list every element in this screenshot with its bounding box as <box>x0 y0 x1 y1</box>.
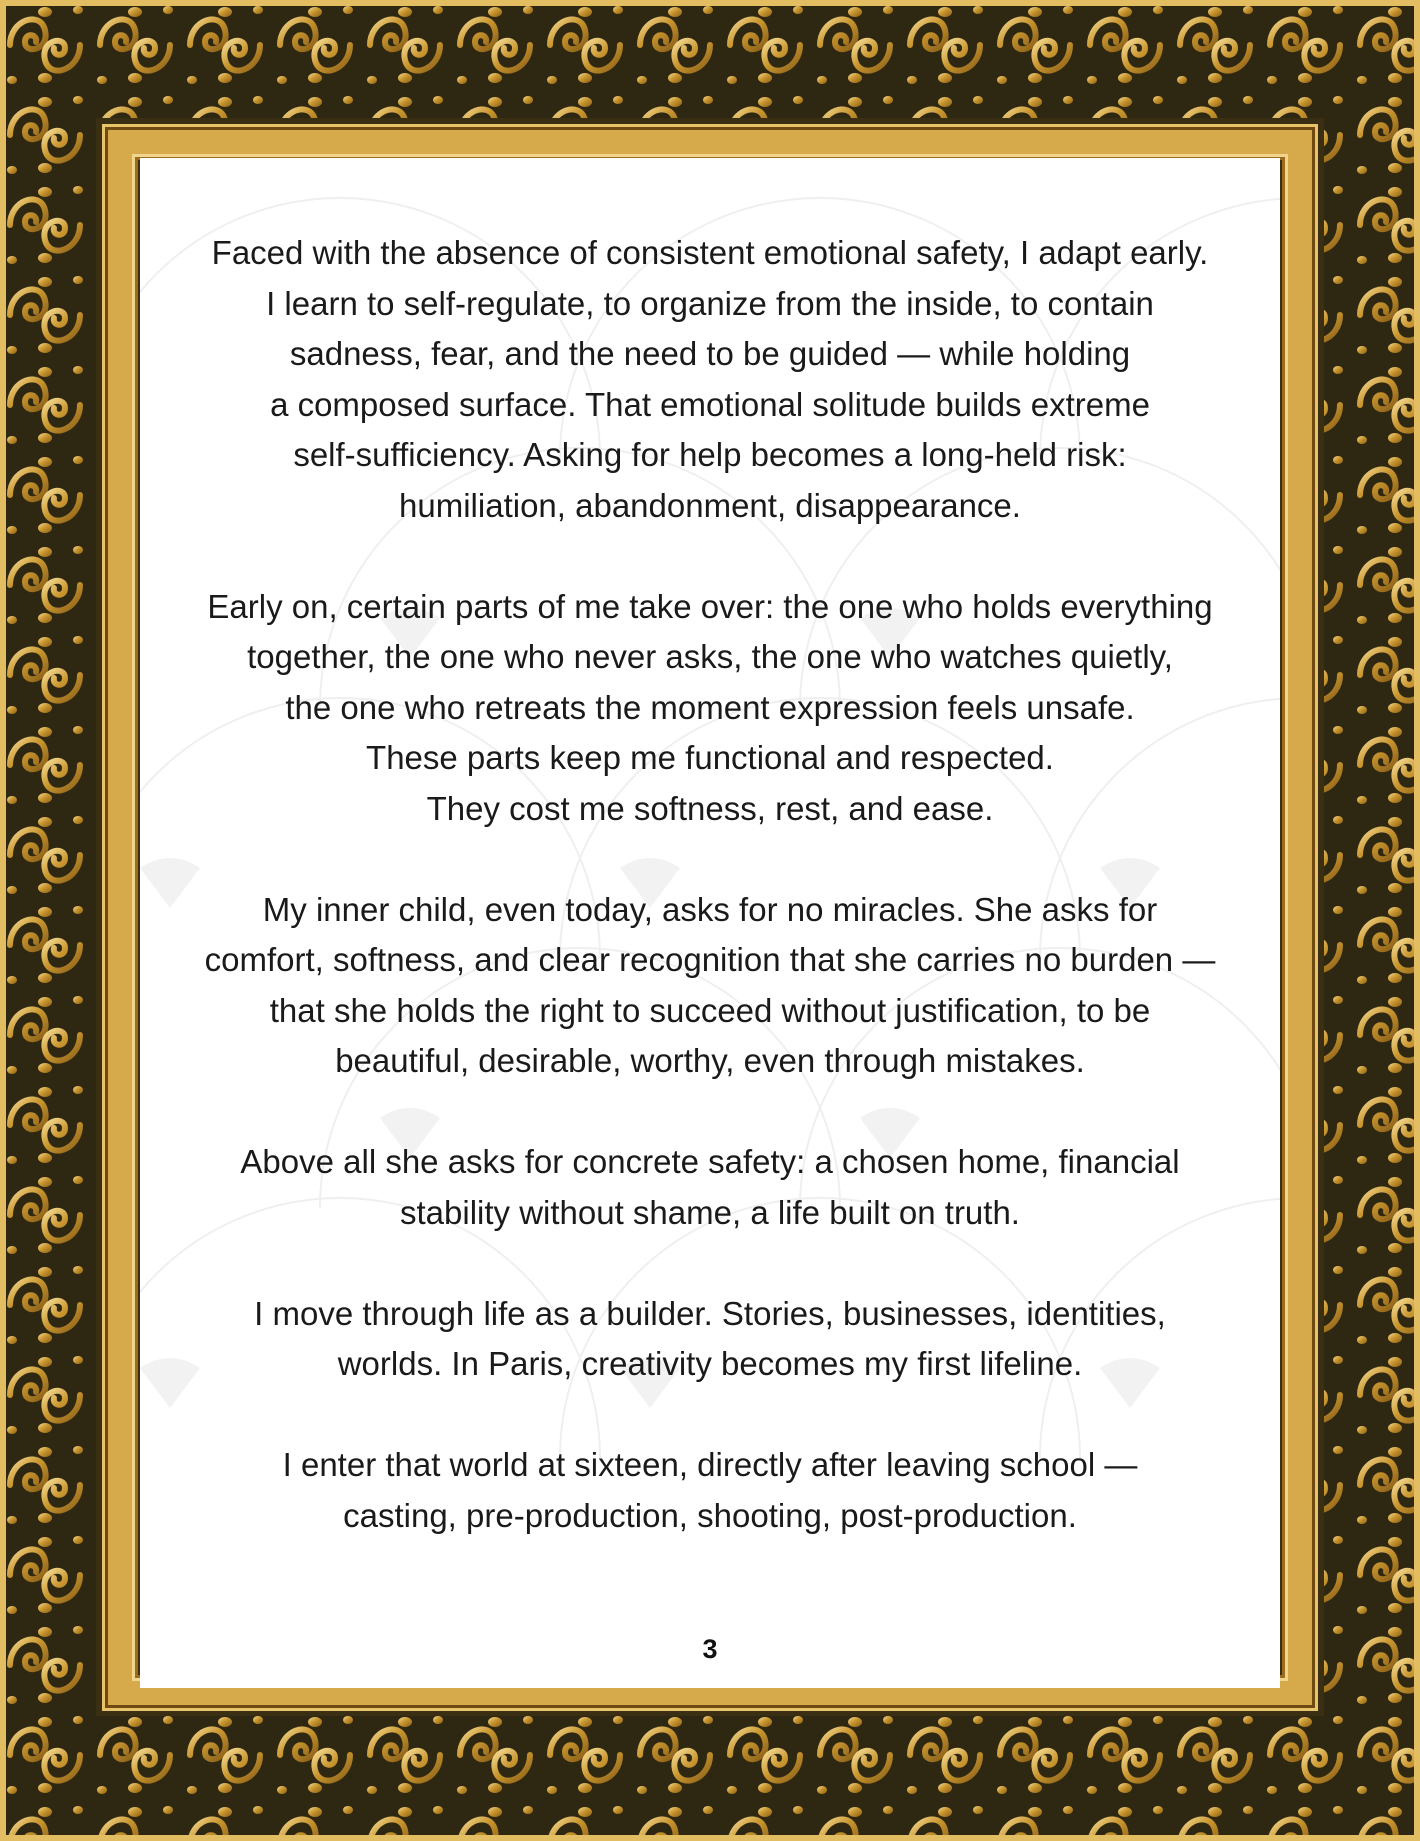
paragraph-1: Faced with the absence of consistent emotional safety, I adapt early. I learn to self-regulate, to organize from the inside, to contain sadness, fear, and the need to be guided — while holding a composed surface. That emotional solitude builds extreme self-sufficiency. Asking for help becomes a long-held risk: humiliation, abandonment, disappearance. <box>211 234 1209 524</box>
paragraph-6: I enter that world at sixteen, directly after leaving school — casting, pre-production, shooting, post-production. <box>282 1446 1138 1534</box>
page-number: 3 <box>702 1634 718 1664</box>
body-text <box>140 228 1280 1592</box>
paragraph-4: Above all she asks for concrete safety: a chosen home, financial stability without shame, a life built on truth. <box>240 1143 1180 1231</box>
paragraph-3: My inner child, even today, asks for no miracles. She asks for comfort, softness, and clear recognition that she carries no burden — that she holds the right to succeed without justification, to be beautiful, desirable, worthy, even through mistakes. <box>204 890 1216 1079</box>
paragraph-2: Early on, certain parts of me take over: the one who holds everything together, the one who never asks, the one who watches quietly, the one who retreats the moment expression feels unsafe. These parts keep me functional and respected. They cost me softness, rest, and ease. <box>207 587 1213 827</box>
page-paper <box>140 158 1280 1688</box>
paragraph-5: I move through life as a builder. Stories, businesses, identities, worlds. In Paris, creativity becomes my first lifeline. <box>254 1294 1166 1382</box>
